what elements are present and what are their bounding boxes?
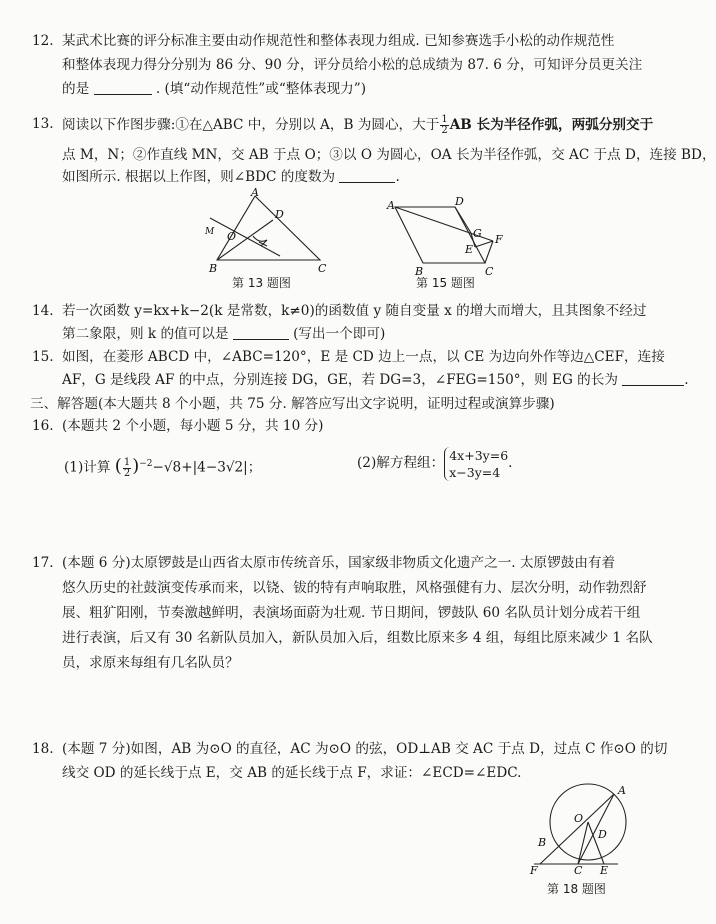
- q14-line-1: 若一次函数 y=kx+k−2(k 是常数，k≠0)的函数值 y 随自变量 x 的增大而增大，且其图象不经过: [62, 303, 647, 319]
- q16-part-2: [357, 444, 512, 482]
- label-m: M: [205, 227, 215, 237]
- answer-blank[interactable]: [233, 325, 289, 340]
- section-3-heading: 三、解答题(本大题共 8 个小题，共 75 分. 解答应写出文字说明，证明过程或演算步骤): [30, 396, 555, 412]
- label-g: G: [473, 227, 482, 240]
- q13-text: 如图所示. 根据以上作图，则∠BDC 的度数为: [62, 169, 336, 185]
- figure-15: [385, 195, 515, 278]
- figure-18-caption: 第 18 题图: [547, 882, 606, 896]
- label-b: B: [209, 262, 218, 275]
- q18-line-1: (本题 7 分)如图，AB 为⊙O 的直径，AC 为⊙O 的弦，OD⊥AB 交 AC 于点 D，过点 C 作⊙O 的切: [62, 741, 668, 757]
- q12-hint: . (填“动作规范性”或“整体表现力”): [155, 81, 367, 97]
- label-o: O: [574, 812, 584, 825]
- q17-line-5: 员，求原来每组有几名队员？: [62, 655, 239, 671]
- frac-den: 2: [123, 467, 131, 479]
- q15-line-2: [62, 370, 689, 390]
- figure-18: [530, 782, 630, 878]
- fraction: [440, 115, 448, 136]
- question-number: 18.: [32, 741, 54, 757]
- q15-end: .: [684, 372, 689, 388]
- answer-blank[interactable]: [94, 80, 152, 95]
- q16-header: (本题共 2 个小题，每小题 5 分，共 10 分): [62, 418, 324, 434]
- q16-part-1: [64, 450, 261, 482]
- q13-end: .: [395, 169, 400, 185]
- q14-line-2: [62, 324, 385, 344]
- equation-1: 4x+3y=6: [449, 447, 509, 463]
- q17-line-4: 进行表演，后又有 30 名新队员加入，新队员加入后，组数比原来多 4 组，每组比原来减少 1 名队: [62, 630, 653, 646]
- figure-15-caption: 第 15 题图: [416, 276, 475, 290]
- arc: [253, 236, 267, 241]
- answer-blank[interactable]: [339, 168, 395, 183]
- question-number: 13.: [32, 116, 54, 132]
- q17-line-2: 悠久历史的社鼓演变传承而来，以铙、钹的特有声响取胜，风格强健有力、层次分明，动作勃烈舒: [62, 580, 647, 596]
- label-d: D: [455, 195, 464, 208]
- part-1-expression: −√8+|4−3√2|；: [152, 459, 262, 476]
- label-b: B: [538, 836, 547, 849]
- label-c: C: [485, 265, 494, 278]
- triangle-abc: [217, 196, 320, 260]
- q13-text: 阅读以下作图步骤:①在△ABC 中，分别以 A，B 为圆心，大于: [62, 117, 440, 133]
- question-number: 15.: [32, 349, 54, 365]
- label-d: D: [275, 208, 284, 221]
- question-number: 12.: [32, 33, 54, 49]
- q14-text: 第二象限，则 k 的值可以是: [62, 326, 229, 342]
- q13-line-2: 点 M，N；②作直线 MN，交 AB 于点 O；③以 O 为圆心，OA 长为半径作弧，交 AC 于点 D，连接 BD，: [62, 147, 716, 163]
- part-2-label: (2)解方程组：: [357, 455, 445, 471]
- label-o: O: [227, 230, 237, 243]
- frac-num: 1: [123, 456, 131, 468]
- q15-line-1: 如图，在菱形 ABCD 中，∠ABC=120°，E 是 CD 边上一点，以 CE 为边向外作等边△CEF，连接: [62, 349, 665, 365]
- question-number: 17.: [32, 555, 54, 571]
- answer-blank[interactable]: [622, 371, 684, 386]
- q13-line-1: [62, 112, 653, 138]
- label-c: C: [318, 262, 327, 275]
- question-number: 16.: [32, 418, 54, 434]
- q12-text: 的是: [62, 81, 90, 97]
- q17-line-1: (本题 6 分)太原锣鼓是山西省太原市传统音乐，国家级非物质文化遗产之一. 太原锣鼓由有着: [62, 555, 616, 571]
- fraction: [123, 458, 131, 479]
- paren-close: ): [132, 455, 140, 477]
- q12-line-1: 某武术比赛的评分标准主要由动作规范性和整体表现力组成. 已知参赛选手小松的动作规范性: [62, 33, 615, 49]
- figure-13: [195, 188, 335, 273]
- label-a: A: [618, 784, 626, 797]
- frac-num: 1: [441, 114, 448, 125]
- label-a: A: [251, 186, 259, 199]
- q12-line-2: 和整体表现力得分分别为 86 分、90 分，评分员给小松的总成绩为 87. 6 分，可知评分员更关注: [62, 57, 643, 73]
- equation-system: [444, 447, 508, 481]
- segment-ef: [475, 241, 493, 247]
- segment-oc: [578, 822, 588, 864]
- label-f: F: [530, 864, 538, 877]
- exponent: −2: [139, 459, 153, 469]
- line-mn: [210, 218, 280, 256]
- paren-open: (: [114, 455, 122, 477]
- q12-line-3: [62, 79, 366, 99]
- figure-13-caption: 第 13 题图: [232, 276, 291, 290]
- q18-line-2: 线交 OD 的延长线于点 E，交 AB 的延长线于点 F，求证：∠ECD=∠EDC.: [62, 765, 522, 781]
- part-2-end: .: [508, 455, 513, 471]
- part-1-label: (1)计算: [64, 459, 111, 476]
- label-d: D: [598, 828, 607, 841]
- q13-text-bold: AB 长为半径作弧，两弧分别交于: [449, 117, 654, 133]
- label-c: C: [574, 864, 583, 877]
- label-e: E: [600, 864, 609, 877]
- q15-text: AF，G 是线段 AF 的中点，分别连接 DG，GE，若 DG=3，∠FEG=150°，则 EG 的长为: [62, 372, 618, 388]
- q13-line-3: [62, 167, 400, 187]
- q14-hint: (写出一个即可): [293, 326, 386, 342]
- segment-cf: [485, 241, 493, 263]
- question-number: 14.: [32, 303, 54, 319]
- frac-den: 2: [441, 125, 448, 136]
- label-a: A: [387, 199, 395, 212]
- equation-2: x−3y=4: [449, 464, 501, 480]
- label-f: F: [495, 233, 503, 246]
- q17-line-3: 展、粗犷阳刚，节奏激越鲜明，表演场面蔚为壮观. 节日期间，锣鼓队 60 名队员计划分成若干组: [62, 605, 641, 621]
- label-e: E: [465, 243, 474, 256]
- label-b: B: [415, 265, 424, 278]
